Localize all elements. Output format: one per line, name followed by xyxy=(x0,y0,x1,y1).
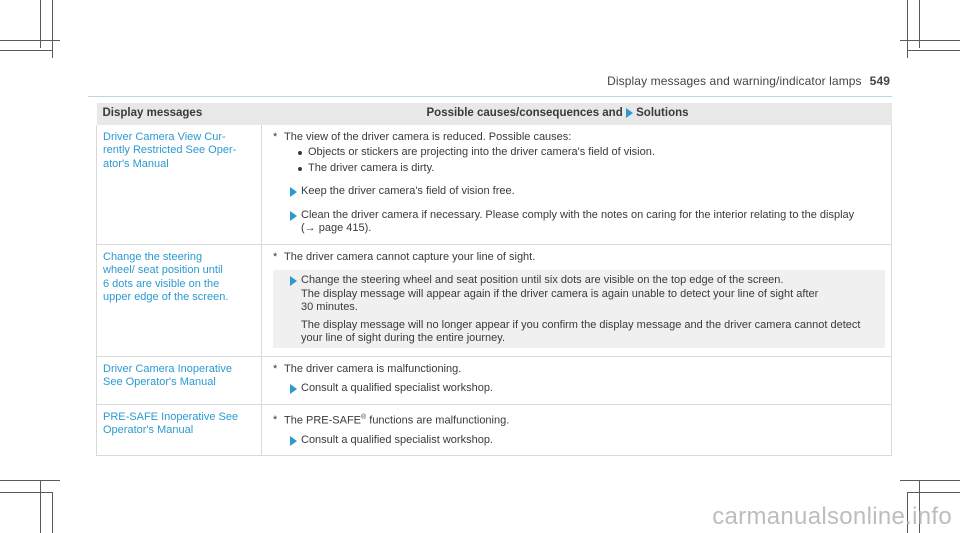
step-text xyxy=(301,209,885,236)
step-text: Consult a qualified specialist workshop. xyxy=(301,382,493,394)
crop-mark xyxy=(40,0,41,48)
message-line: PRE-SAFE Inoperative See xyxy=(103,410,239,423)
crop-mark xyxy=(908,492,960,493)
list-item: Objects or stickers are projecting into the driver camera's field of vision. xyxy=(298,146,885,160)
arrow-right-icon xyxy=(626,108,633,118)
cause-text: The PRE-SAFE xyxy=(284,414,362,427)
arrow-right-icon xyxy=(290,436,297,446)
display-message[interactable] xyxy=(97,244,262,356)
crop-mark xyxy=(0,492,52,493)
message-line: Driver Camera Inoperative xyxy=(103,362,232,375)
solution-step xyxy=(273,185,885,199)
message-line: ator's Manual xyxy=(103,157,169,170)
column-header-solutions: Solutions xyxy=(636,107,689,119)
display-message[interactable] xyxy=(97,125,262,245)
step-text-line: Change the steering wheel and seat position until six dots are visible on the top edge of the screen. xyxy=(301,274,784,286)
registered-mark: ® xyxy=(361,413,367,421)
display-messages-table xyxy=(96,103,892,456)
cause xyxy=(273,251,885,265)
header-divider xyxy=(88,96,892,97)
running-header xyxy=(607,74,890,88)
star-symbol: * xyxy=(273,414,278,427)
causes-and-solutions xyxy=(262,404,892,456)
arrow-right-icon xyxy=(290,211,297,221)
message-line: Change the steering xyxy=(103,250,203,263)
arrow-right-icon xyxy=(290,187,297,197)
table-header-row xyxy=(97,103,892,125)
crop-mark xyxy=(900,40,960,41)
step-text-line: Clean the driver camera if necessary. Please comply with the notes on caring for the interior relating to the display xyxy=(301,208,855,221)
display-message[interactable] xyxy=(97,356,262,404)
message-line: Driver Camera View Cur- xyxy=(103,130,226,143)
column-header-messages: Display messages xyxy=(97,103,262,125)
causes-and-solutions xyxy=(262,244,892,356)
message-line: upper edge of the screen. xyxy=(103,291,229,303)
crop-mark xyxy=(0,50,52,51)
step-text: Keep the driver camera's field of vision free. xyxy=(301,185,515,197)
message-line: 6 dots are visible on the xyxy=(103,277,220,290)
crop-mark xyxy=(52,0,53,58)
list-item: The driver camera is dirty. xyxy=(298,162,885,176)
step-text xyxy=(301,274,885,315)
cause-text: functions are malfunctioning. xyxy=(366,414,510,427)
step-note xyxy=(301,319,885,346)
page-reference-link[interactable]: (→ page 415). xyxy=(301,222,372,234)
crop-mark xyxy=(0,480,60,481)
table-row xyxy=(97,244,892,356)
crop-mark xyxy=(0,40,60,41)
solution-step xyxy=(273,209,885,236)
crop-mark xyxy=(908,50,960,51)
cause-text: The driver camera cannot capture your line of sight. xyxy=(284,250,536,263)
cause xyxy=(273,411,885,428)
cause xyxy=(273,131,885,145)
display-message[interactable] xyxy=(97,404,262,456)
cause xyxy=(273,363,885,377)
table-row xyxy=(97,356,892,404)
page-number: 549 xyxy=(869,74,890,88)
watermark: carmanualsonline.info xyxy=(712,503,952,530)
shaded-solution-block xyxy=(273,270,885,348)
star-symbol: * xyxy=(273,362,278,375)
step-text-line: 30 minutes. xyxy=(301,301,358,313)
cause-list xyxy=(273,146,885,175)
message-line: rently Restricted See Oper- xyxy=(103,144,237,156)
arrow-right-icon xyxy=(290,384,297,394)
crop-mark xyxy=(919,0,920,48)
crop-mark xyxy=(52,492,53,533)
solution-step xyxy=(273,274,885,346)
step-text-line: The display message will no longer appear if you confirm the display message and the driver camera cannot detect xyxy=(301,318,861,331)
crop-mark xyxy=(900,480,960,481)
step-text: Consult a qualified specialist workshop. xyxy=(301,433,493,446)
table-row xyxy=(97,404,892,456)
step-text-line: your line of sight during the entire journey. xyxy=(301,332,506,344)
column-header-causes-solutions xyxy=(262,103,892,125)
crop-mark xyxy=(40,480,41,533)
cause-text: The driver camera is malfunctioning. xyxy=(284,362,462,375)
arrow-right-icon xyxy=(290,276,297,286)
star-symbol: * xyxy=(273,130,278,143)
solution-step xyxy=(273,434,885,448)
table-row xyxy=(97,125,892,245)
causes-and-solutions xyxy=(262,356,892,404)
causes-and-solutions xyxy=(262,125,892,245)
message-line: Operator's Manual xyxy=(103,424,194,436)
solution-step xyxy=(273,382,885,396)
message-line: See Operator's Manual xyxy=(103,376,216,388)
column-header-causes: Possible causes/consequences and xyxy=(426,107,623,119)
running-header-title: Display messages and warning/indicator lamps xyxy=(607,74,862,88)
message-line: wheel/ seat position until xyxy=(103,264,223,276)
cause-text: The view of the driver camera is reduced. Possible causes: xyxy=(284,130,572,143)
step-text-line: The display message will appear again if the driver camera is again unable to detect your line of sight after xyxy=(301,287,819,300)
star-symbol: * xyxy=(273,250,278,263)
